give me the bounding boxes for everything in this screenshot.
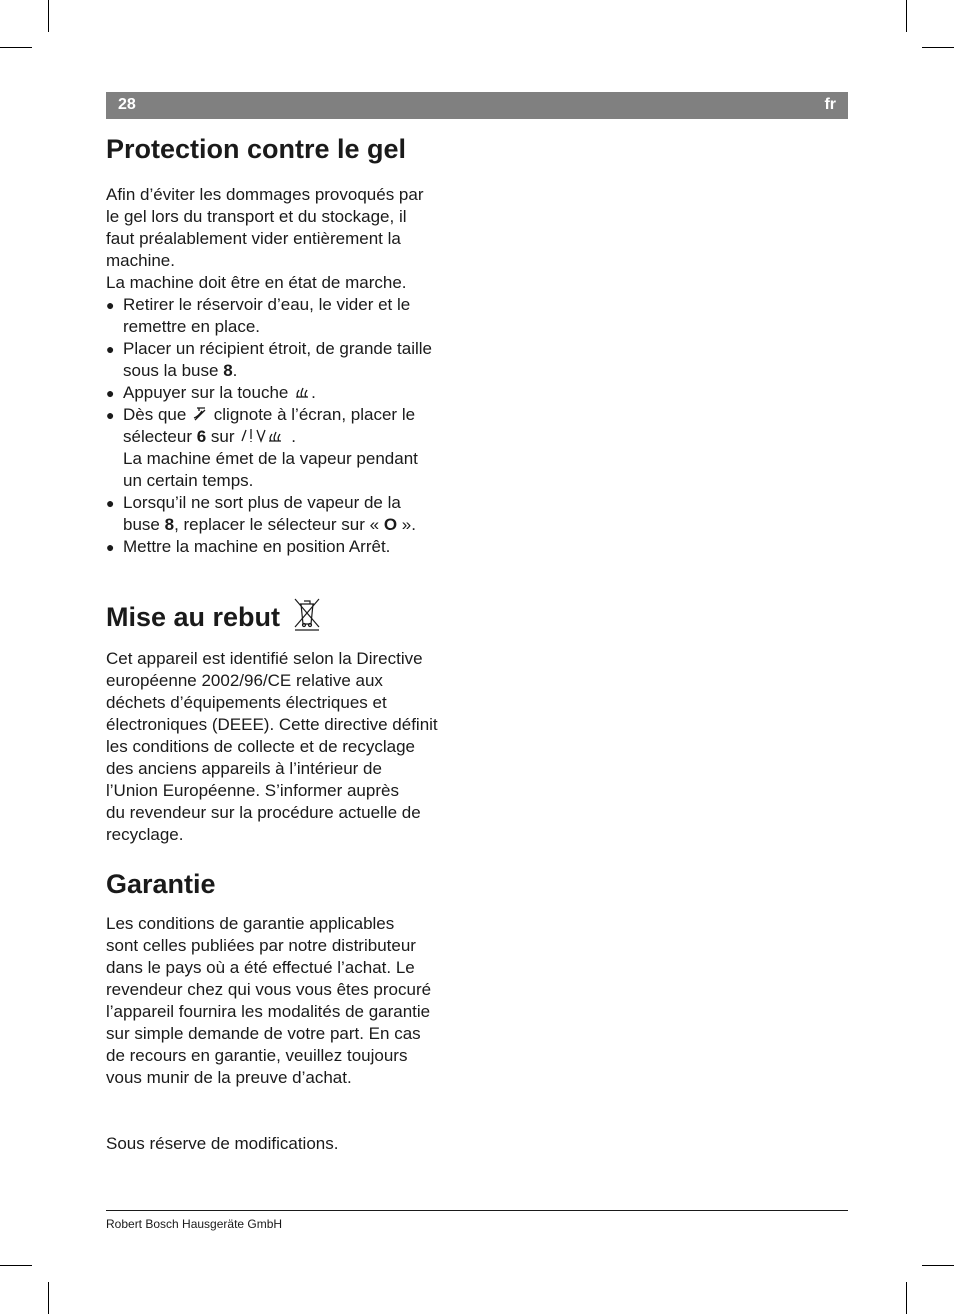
list-item — [106, 404, 476, 492]
text-line: du revendeur sur la procédure actuelle de — [106, 803, 421, 822]
text-line: déchets d’équipements électriques et — [106, 693, 387, 712]
text-line: sont celles publiées par notre distributeur — [106, 936, 416, 955]
list-item — [106, 536, 476, 558]
crop-mark — [48, 1282, 49, 1314]
list-item — [106, 338, 476, 382]
disposal-title: Mise au rebut — [106, 596, 476, 633]
crop-mark — [48, 0, 49, 32]
selector-steam-icon — [239, 427, 291, 444]
text-line: faut préalablement vider entièrement la — [106, 229, 401, 248]
ref-number: 6 — [196, 427, 207, 446]
crop-mark — [0, 1265, 32, 1266]
bullet: ● — [106, 297, 115, 313]
disposal-section — [106, 596, 476, 633]
text-line: Appuyer sur la touche . — [123, 383, 316, 402]
crop-mark — [922, 1265, 954, 1266]
notice — [106, 1133, 476, 1155]
warranty-section — [106, 869, 476, 900]
bullet: ● — [106, 341, 115, 357]
text-line: l’Union Européenne. S’informer auprès — [106, 781, 399, 800]
footer-divider — [106, 1210, 848, 1211]
text-line: Les conditions de garantie applicables — [106, 914, 395, 933]
text-line: européenne 2002/96/CE relative aux — [106, 671, 383, 690]
list-item — [106, 382, 476, 404]
text-line: dans le pays où a été effectué l’achat. Le — [106, 958, 415, 977]
bullet: ● — [106, 407, 115, 423]
steam-nozzle-icon — [191, 405, 209, 422]
text-line: sur simple demande de votre part. En cas — [106, 1024, 421, 1043]
text-line: Retirer le réservoir d’eau, le vider et le — [123, 295, 411, 314]
crop-mark — [922, 47, 954, 48]
text-line: sous la buse 8. — [123, 361, 238, 380]
text-line: remettre en place. — [123, 317, 261, 336]
ref-number: 8 — [223, 361, 233, 380]
text-line: un certain temps. — [123, 471, 254, 490]
page-header-bar — [106, 92, 848, 119]
crop-mark — [906, 0, 907, 32]
text-line: sélecteur 6 sur . — [123, 427, 296, 446]
crossed-bin-icon — [292, 596, 322, 632]
disposal-body — [106, 648, 486, 846]
list-item — [106, 294, 476, 338]
warranty-body — [106, 913, 476, 1089]
bullet: ● — [106, 539, 115, 555]
language-code: fr — [824, 96, 836, 113]
ref-number: 8 — [164, 515, 175, 534]
text-line: Afin d’éviter les dommages provoqués par — [106, 185, 424, 204]
text-line: revendeur chez qui vous vous êtes procuré — [106, 980, 432, 999]
frost-title: Protection contre le gel — [106, 134, 407, 164]
text-line: buse 8, replacer le sélecteur sur « O ». — [123, 515, 416, 534]
bullet: ● — [106, 385, 115, 401]
text-line: électroniques (DEEE). Cette directive définit — [106, 715, 438, 734]
text-line: les conditions de collecte et de recyclage — [106, 737, 416, 756]
page-number: 28 — [118, 96, 136, 113]
text-line: Mettre la machine en position Arrêt. — [123, 537, 391, 556]
text-line: La machine doit être en état de marche. — [106, 273, 407, 292]
text-line: des anciens appareils à l’intérieur de — [106, 759, 382, 778]
warranty-title: Garantie — [106, 869, 216, 899]
bullet: ● — [106, 495, 115, 511]
steam-icon — [293, 383, 311, 400]
crop-mark — [0, 47, 32, 48]
text-line: Dès que clignote à l’écran, placer le — [123, 405, 416, 424]
frost-section — [106, 134, 476, 165]
text-line: l’appareil fournira les modalités de garantie — [106, 1002, 431, 1021]
frost-body — [106, 184, 476, 558]
text-line: Lorsqu’il ne sort plus de vapeur de la — [123, 493, 401, 512]
text-line: Placer un récipient étroit, de grande taille — [123, 339, 433, 358]
text-line: machine. — [106, 251, 175, 270]
text-line: recyclage. — [106, 825, 184, 844]
off-symbol: O — [383, 515, 398, 534]
steps-list — [106, 294, 476, 558]
text-line: vous munir de la preuve d’achat. — [106, 1068, 352, 1087]
footer-company: Robert Bosch Hausgeräte GmbH — [106, 1217, 283, 1231]
text-line: La machine émet de la vapeur pendant — [123, 449, 418, 468]
text-line: de recours en garantie, veuillez toujours — [106, 1046, 408, 1065]
notice-text: Sous réserve de modifications. — [106, 1134, 339, 1153]
crop-mark — [906, 1282, 907, 1314]
text-line: Cet appareil est identifié selon la Directive — [106, 649, 423, 668]
text-line: le gel lors du transport et du stockage, il — [106, 207, 407, 226]
list-item — [106, 492, 476, 536]
